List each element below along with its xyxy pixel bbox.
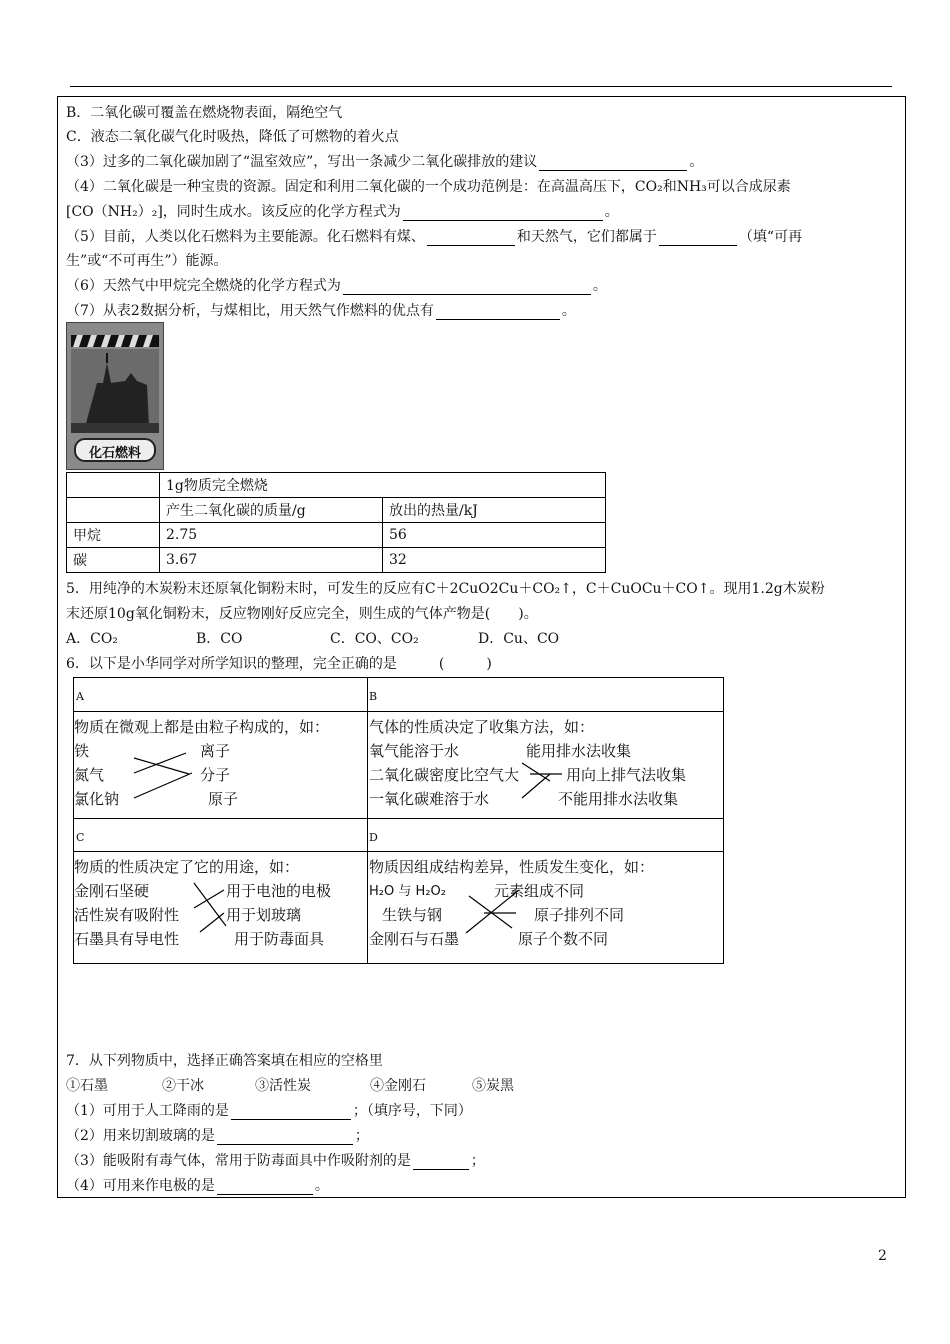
- table-empty-cell: [67, 498, 160, 523]
- option-c: C．液态二氧化碳气化时吸热，降低了可燃物的着火点: [66, 129, 399, 145]
- combustion-data-table: [66, 472, 606, 573]
- problem-7-q1: （1）可用于人工降雨的是 ；（填序号，下同）: [66, 1103, 472, 1119]
- match-right: 分子: [200, 766, 231, 784]
- match-left: H₂O 与 H₂O₂: [369, 884, 446, 899]
- problem-5-option-d[interactable]: D．Cu、CO: [478, 631, 560, 647]
- match-right: 不能用排水法收集: [558, 790, 679, 808]
- match-right: 用向上排气法收集: [566, 766, 687, 784]
- match-left: 二氧化碳密度比空气大: [369, 766, 520, 784]
- problem-5-option-a[interactable]: A．CO₂: [66, 631, 118, 647]
- match-right: 用于电池的电极: [226, 882, 332, 900]
- match-right: 能用排水法收集: [526, 742, 632, 760]
- problem-7-q4: （4）可用来作电极的是 。: [66, 1178, 329, 1194]
- question-3: （3）过多的二氧化碳加剧了“温室效应”，写出一条减少二氧化碳排放的建议 。: [66, 154, 704, 170]
- problem-6-title: 6．以下是小华同学对所学知识的整理，完全正确的是 ( ): [66, 656, 492, 672]
- substance-option: ①石墨: [66, 1078, 108, 1094]
- match-left: 生铁与钢: [382, 906, 443, 924]
- match-left: 金刚石与石墨: [369, 930, 460, 948]
- match-left: 氯化钠: [74, 790, 120, 808]
- cell-c-intro: 物质的性质决定了它的用途，如：: [74, 858, 300, 876]
- page-number: 2: [878, 1248, 887, 1264]
- substance-option: ④金刚石: [370, 1078, 426, 1094]
- match-left: 石墨具有导电性: [74, 930, 180, 948]
- cell-d-intro: 物质因组成结构差异，性质发生变化，如：: [369, 858, 655, 876]
- option-b: B．二氧化碳可覆盖在燃烧物表面，隔绝空气: [66, 105, 343, 121]
- answer-blank[interactable]: [539, 156, 687, 171]
- table-head: 1g物质完全燃烧: [160, 473, 606, 498]
- matching-connector-lines: [74, 678, 723, 963]
- match-left: 活性炭有吸附性: [74, 906, 180, 924]
- photo-caption: 化石燃料: [88, 446, 141, 461]
- match-right: 用于划玻璃: [226, 906, 302, 924]
- question-7: （7）从表2数据分析，与煤相比，用天然气作燃料的优点有 。: [66, 303, 576, 319]
- match-left: 一氧化碳难溶于水: [369, 790, 490, 808]
- answer-blank[interactable]: [403, 206, 603, 221]
- table-empty-cell: [67, 473, 160, 498]
- answer-blank[interactable]: [659, 231, 737, 246]
- match-right: 离子: [200, 742, 231, 760]
- table-row: 甲烷 2.75 56: [67, 523, 606, 548]
- problem-5-line2: 末还原10g氧化铜粉末，反应物刚好反应完全，则生成的气体产物是( )。: [66, 606, 538, 622]
- question-5-line1: （5）目前，人类以化石燃料为主要能源。化石燃料有煤、 和天然气，它们都属于 （填“可再: [66, 229, 803, 245]
- answer-blank[interactable]: [217, 1130, 353, 1145]
- question-4-line2: [CO（NH₂）₂]，同时生成水。该反应的化学方程式为 。: [66, 204, 619, 220]
- table-col-header: 产生二氧化碳的质量/g: [160, 498, 383, 523]
- matching-grid: [73, 677, 724, 964]
- match-right: 元素组成不同: [494, 882, 585, 900]
- table-row: 碳 3.67 32: [67, 548, 606, 573]
- match-right: 原子: [208, 790, 239, 808]
- substance-option: ③活性炭: [255, 1078, 311, 1094]
- cell-a-label: A: [76, 690, 84, 703]
- problem-7-title: 7．从下列物质中，选择正确答案填在相应的空格里: [66, 1053, 383, 1069]
- table-col-header: 放出的热量/kJ: [383, 498, 606, 523]
- answer-blank[interactable]: [427, 231, 515, 246]
- problem-7-q2: （2）用来切割玻璃的是 ；: [66, 1128, 369, 1144]
- cell-b-intro: 气体的性质决定了收集方法，如：: [369, 718, 595, 736]
- answer-blank[interactable]: [413, 1155, 469, 1170]
- answer-blank[interactable]: [217, 1180, 313, 1195]
- cell-b-label: B: [369, 690, 378, 703]
- answer-blank[interactable]: [343, 280, 591, 295]
- fossil-fuel-photo: [66, 322, 164, 470]
- problem-5-line1: 5．用纯净的木炭粉末还原氧化铜粉末时，可发生的反应有C＋2CuO2Cu＋CO₂↑，C＋CuOCu＋CO↑。现用1.2g木炭粉: [66, 581, 825, 597]
- question-6: （6）天然气中甲烷完全燃烧的化学方程式为 。: [66, 278, 607, 294]
- cell-d-label: D: [369, 831, 378, 844]
- substance-option: ②干冰: [162, 1078, 204, 1094]
- question-4-line1: （4）二氧化碳是一种宝贵的资源。固定和利用二氧化碳的一个成功范例是：在高温高压下，CO₂和NH₃可以合成尿素: [66, 179, 791, 195]
- match-left: 金刚石坚硬: [74, 882, 150, 900]
- answer-blank[interactable]: [436, 305, 560, 320]
- match-left: 氮气: [74, 766, 105, 784]
- substance-option: ⑤炭黑: [472, 1078, 514, 1094]
- problem-5-option-b[interactable]: B．CO: [196, 631, 243, 647]
- match-right: 原子排列不同: [534, 906, 625, 924]
- match-right: 原子个数不同: [518, 930, 609, 948]
- cell-c-label: C: [76, 831, 85, 844]
- question-5-line2: 生”或“不可再生”）能源。: [66, 253, 228, 269]
- problem-7-q3: （3）能吸附有毒气体，常用于防毒面具中作吸附剂的是 ；: [66, 1153, 485, 1169]
- match-right: 用于防毒面具: [234, 930, 325, 948]
- header-rule: [70, 86, 892, 87]
- match-left: 铁: [74, 742, 90, 760]
- match-left: 氧气能溶于水: [369, 742, 460, 760]
- problem-5-option-c[interactable]: C．CO、CO₂: [330, 631, 419, 647]
- answer-blank[interactable]: [231, 1105, 351, 1120]
- cell-a-intro: 物质在微观上都是由粒子构成的，如：: [74, 718, 330, 736]
